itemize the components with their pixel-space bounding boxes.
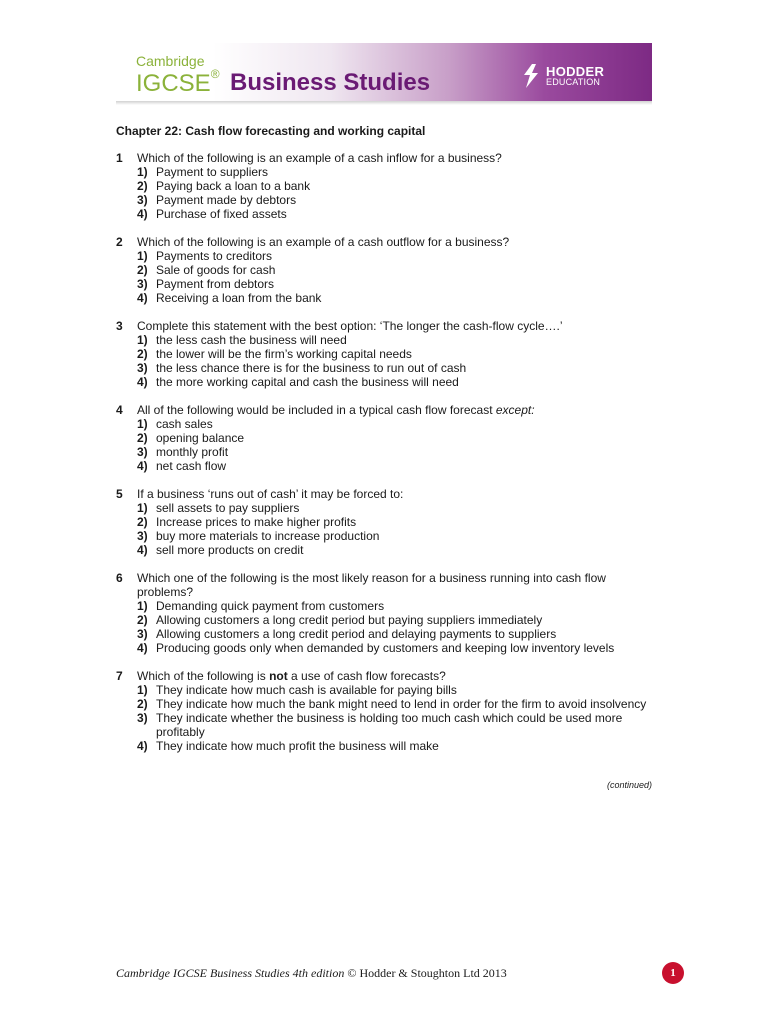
option-number: 1) [137, 683, 148, 697]
question-stem: Which of the following is an example of a cash outflow for a business? [137, 235, 510, 249]
option-item [137, 501, 652, 515]
hodder-logo-icon [520, 63, 542, 89]
page-number-badge: 1 [662, 962, 684, 984]
option-item [137, 207, 652, 221]
option-item [137, 739, 652, 753]
option-text: sell assets to pay suppliers [156, 501, 300, 515]
option-text: sell more products on credit [156, 543, 304, 557]
question-3 [116, 319, 652, 389]
option-text: Payment made by debtors [156, 193, 297, 207]
option-number: 3) [137, 529, 148, 543]
option-number: 1) [137, 417, 148, 431]
option-item [137, 599, 652, 613]
option-text: the lower will be the firm’s working capital needs [156, 347, 412, 361]
option-number: 1) [137, 165, 148, 179]
option-text: Payment from debtors [156, 277, 275, 291]
option-number: 1) [137, 599, 148, 613]
option-item [137, 291, 652, 305]
series-cambridge: Cambridge [136, 53, 205, 69]
option-number: 4) [137, 641, 148, 655]
publisher-line2: EDUCATION [546, 77, 601, 87]
option-number: 4) [137, 207, 148, 221]
option-item [137, 445, 652, 459]
book-title: Business Studies [230, 69, 431, 96]
option-number: 3) [137, 193, 148, 207]
stem-text: a use of cash flow forecasts? [287, 669, 446, 683]
option-number: 2) [137, 179, 148, 193]
stem-text: All of the following would be included in a typical cash flow forecast [137, 403, 496, 417]
option-number: 1) [137, 501, 148, 515]
question-number: 1 [116, 151, 123, 165]
option-item [137, 179, 652, 193]
option-number: 3) [137, 627, 148, 641]
option-item [137, 683, 652, 697]
question-2 [116, 235, 652, 305]
option-item [137, 529, 652, 543]
footer-copyright: © Hodder & Stoughton Ltd 2013 [344, 966, 507, 980]
option-item [137, 193, 652, 207]
option-item [137, 641, 652, 655]
option-text: Purchase of fixed assets [156, 207, 287, 221]
series-igcse [136, 67, 220, 98]
option-item [137, 277, 652, 291]
question-stem: If a business ‘runs out of cash’ it may be forced to: [137, 487, 404, 501]
stem-bold: not [269, 669, 288, 683]
option-text: They indicate whether the business is holding too much cash which could be used more profitably [156, 711, 623, 739]
option-text: Receiving a loan from the bank [156, 291, 322, 305]
option-number: 2) [137, 347, 148, 361]
stem-text: Which of the following is [137, 669, 270, 683]
option-text: Increase prices to make higher profits [156, 515, 357, 529]
registered-mark: ® [210, 67, 220, 81]
question-stem [137, 669, 652, 683]
continued-note: (continued) [606, 780, 652, 790]
option-number: 3) [137, 277, 148, 291]
option-item [137, 249, 652, 263]
option-item [137, 627, 652, 641]
option-item [137, 431, 652, 445]
chapter-title: Chapter 22: Cash flow forecasting and working capital [116, 124, 426, 138]
option-item [137, 333, 652, 347]
option-number: 2) [137, 431, 148, 445]
option-item [137, 543, 652, 557]
option-text: Producing goods only when demanded by customers and keeping low inventory levels [156, 641, 615, 655]
option-item [137, 417, 652, 431]
option-number: 1) [137, 249, 148, 263]
question-stem: Complete this statement with the best option: ‘The longer the cash-flow cycle….’ [137, 319, 563, 333]
option-number: 4) [137, 375, 148, 389]
option-item [137, 375, 652, 389]
option-text: Allowing customers a long credit period but paying suppliers immediately [156, 613, 543, 627]
option-item [137, 515, 652, 529]
question-number: 5 [116, 487, 123, 501]
option-number: 4) [137, 459, 148, 473]
question-7 [116, 669, 652, 753]
option-number: 2) [137, 613, 148, 627]
option-number: 4) [137, 291, 148, 305]
footer-book-title: Cambridge IGCSE Business Studies 4th edition [116, 966, 345, 980]
question-5 [116, 487, 652, 557]
option-number: 4) [137, 543, 148, 557]
option-number: 2) [137, 263, 148, 277]
option-number: 3) [137, 445, 148, 459]
option-text: the more working capital and cash the business will need [156, 375, 459, 389]
option-item [137, 263, 652, 277]
option-text: cash sales [156, 417, 213, 431]
question-4 [116, 403, 652, 473]
option-item [137, 459, 652, 473]
option-item [137, 165, 652, 179]
option-text: They indicate how much the bank might need to lend in order for the firm to avoid insolvency [156, 697, 647, 711]
option-number: 2) [137, 697, 148, 711]
stem-italic: except: [495, 403, 535, 417]
page-footer [116, 966, 507, 981]
option-number: 1) [137, 333, 148, 347]
question-stem: Which of the following is an example of a cash inflow for a business? [137, 151, 502, 165]
option-text: Payments to creditors [156, 249, 273, 263]
publisher-logo [546, 66, 604, 88]
option-text: Allowing customers a long credit period and delaying payments to suppliers [156, 627, 557, 641]
publisher-line1: HODDER [546, 64, 605, 79]
option-text: the less cash the business will need [156, 333, 347, 347]
option-number: 3) [137, 361, 148, 375]
question-number: 7 [116, 669, 123, 683]
option-item [137, 711, 652, 739]
option-text: net cash flow [156, 459, 227, 473]
option-text: They indicate how much profit the business will make [156, 739, 439, 753]
option-text: the less chance there is for the business to run out of cash [156, 361, 467, 375]
option-item [137, 347, 652, 361]
header-banner [116, 43, 652, 101]
question-number: 6 [116, 571, 123, 585]
question-stem: Which one of the following is the most likely reason for a business running into cash flow problems? [137, 571, 606, 599]
option-text: buy more materials to increase production [156, 529, 380, 543]
option-text: opening balance [156, 431, 245, 445]
option-text: Payment to suppliers [156, 165, 269, 179]
banner-shadow [116, 101, 652, 105]
option-number: 4) [137, 739, 148, 753]
option-text: Paying back a loan to a bank [156, 179, 311, 193]
question-number: 4 [116, 403, 123, 417]
question-number: 3 [116, 319, 123, 333]
option-text: Sale of goods for cash [156, 263, 276, 277]
question-number: 2 [116, 235, 123, 249]
option-text: They indicate how much cash is available for paying bills [156, 683, 457, 697]
question-6 [116, 571, 652, 655]
option-text: monthly profit [156, 445, 229, 459]
option-item [137, 361, 652, 375]
option-text: Demanding quick payment from customers [156, 599, 385, 613]
option-item [137, 613, 652, 627]
question-stem [137, 403, 652, 417]
option-number: 3) [137, 711, 148, 725]
igcse-text: IGCSE [136, 70, 211, 97]
option-item [137, 697, 652, 711]
option-number: 2) [137, 515, 148, 529]
question-1 [116, 151, 652, 221]
